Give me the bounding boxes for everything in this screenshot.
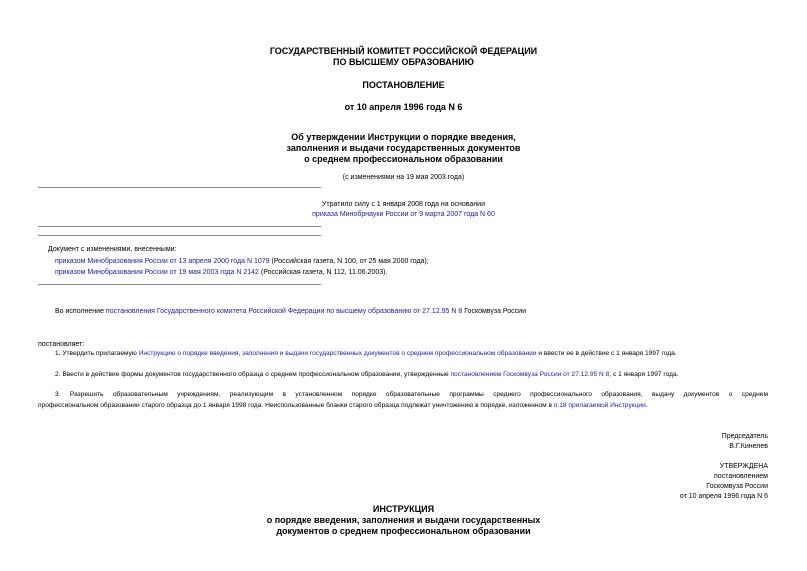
change-item-1-source: (Российская газета, N 100, от 25 мая 2000 года);: [269, 258, 429, 265]
paragraph-3-line-1: 3. Разрешить образовательным учреждениям, реализующим в установленном порядке образовательные программы среднего профессионального образования, выдачу документов о среднем: [55, 391, 768, 398]
lapsed-order-link[interactable]: приказа Минобрнауки России от 9 марта 2007 года N 60: [312, 211, 495, 218]
instruction-title: ИНСТРУКЦИЯ: [372, 504, 435, 514]
clause-18-link[interactable]: п.18: [553, 402, 567, 409]
signatory-name: В.Г.Кинелев: [729, 443, 768, 450]
change-item-2: [55, 268, 387, 278]
resolution-link[interactable]: постановлением Госкомвуза России от 27.12.95 N 8: [450, 371, 610, 378]
lapsed-notice: Утратило силу с 1 января 2008 года на основании: [321, 201, 486, 208]
divider: [38, 235, 321, 236]
document-date: от 10 апреля 1996 года N 6: [344, 102, 463, 112]
divider: [38, 284, 321, 285]
paragraph-2: 2. Ввести в действие формы документов государственного образца о среднем профессиональном образовании, утвержденные постановлением Госкомвуза России от 27.12.95 N 8, с 1 января 1997 года.: [55, 371, 679, 378]
changes-intro: Документ с изменениями, внесенными:: [48, 246, 177, 253]
instruction-subtitle-2: документов о среднем профессиональном образовании: [276, 526, 531, 536]
preamble: Во исполнение постановления Государственного комитета Российской Федерации по высшему образованию от 27.12.95 N 8 Госкомвуза России: [55, 308, 526, 315]
amendment-note: (с изменениями на 19 мая 2003 года): [342, 174, 465, 181]
subject-line-3: о среднем профессиональном образовании: [304, 154, 503, 164]
instruction-link[interactable]: Инструкцию о порядке введения, заполнения и выдачи государственных документов о среднем профессиональном образовании: [138, 350, 537, 357]
issuer-line-1: ГОСУДАРСТВЕННЫЙ КОМИТЕТ РОССИЙСКОЙ ФЕДЕРАЦИИ: [269, 46, 538, 56]
change-item-1: [55, 257, 429, 267]
document-type: ПОСТАНОВЛЕНИЕ: [362, 80, 445, 90]
subject-line-2: заполнения и выдачи государственных документов: [286, 143, 521, 153]
approval-heading: УТВЕРЖДЕНА: [719, 463, 768, 470]
instruction-subtitle-1: о порядке введения, заполнения и выдачи государственных: [266, 515, 541, 525]
signatory-title: Председатель: [721, 433, 768, 440]
issuer-line-2: ПО ВЫСШЕМУ ОБРАЗОВАНИЮ: [333, 57, 474, 67]
divider: [38, 226, 321, 227]
paragraph-1: 1. Утвердить прилагаемую Инструкцию о порядке введения, заполнения и выдачи государственных документов о среднем профессиональном образовании и ввести ее в действие с 1 января 1997 года.: [55, 350, 677, 357]
change-item-2-source: (Российская газета, N 112, 11.06.2003).: [258, 269, 388, 276]
resolves-label: постановляет:: [38, 341, 85, 348]
preamble-resolution-link[interactable]: постановления Государственного комитета Российской Федерации по высшему образованию от 27.12.95 N 8: [105, 308, 463, 315]
approval-line-2: постановлением: [714, 473, 768, 480]
change-order-link-2[interactable]: приказом Минобразования России от 19 мая 2003 года N 2142: [55, 269, 259, 276]
change-order-link-1[interactable]: приказом Минобразования России от 13 апреля 2000 года N 1079: [55, 258, 270, 265]
approval-line-3: Госкомвуза России: [706, 483, 768, 490]
divider: [38, 187, 321, 188]
approval-line-4: от 10 апреля 1996 года N 6: [679, 493, 768, 500]
attached-instruction-link[interactable]: прилагаемой Инструкции: [568, 402, 646, 409]
paragraph-3-line-2: профессиональном образовании старого образца до 1 января 1998 года. Неиспользованные бланки старого образца подлежат уничтожению в порядке, изложенном в п.18 прилагаемой Инструкции.: [38, 402, 648, 409]
subject-line-1: Об утверждении Инструкции о порядке введения,: [291, 132, 516, 142]
